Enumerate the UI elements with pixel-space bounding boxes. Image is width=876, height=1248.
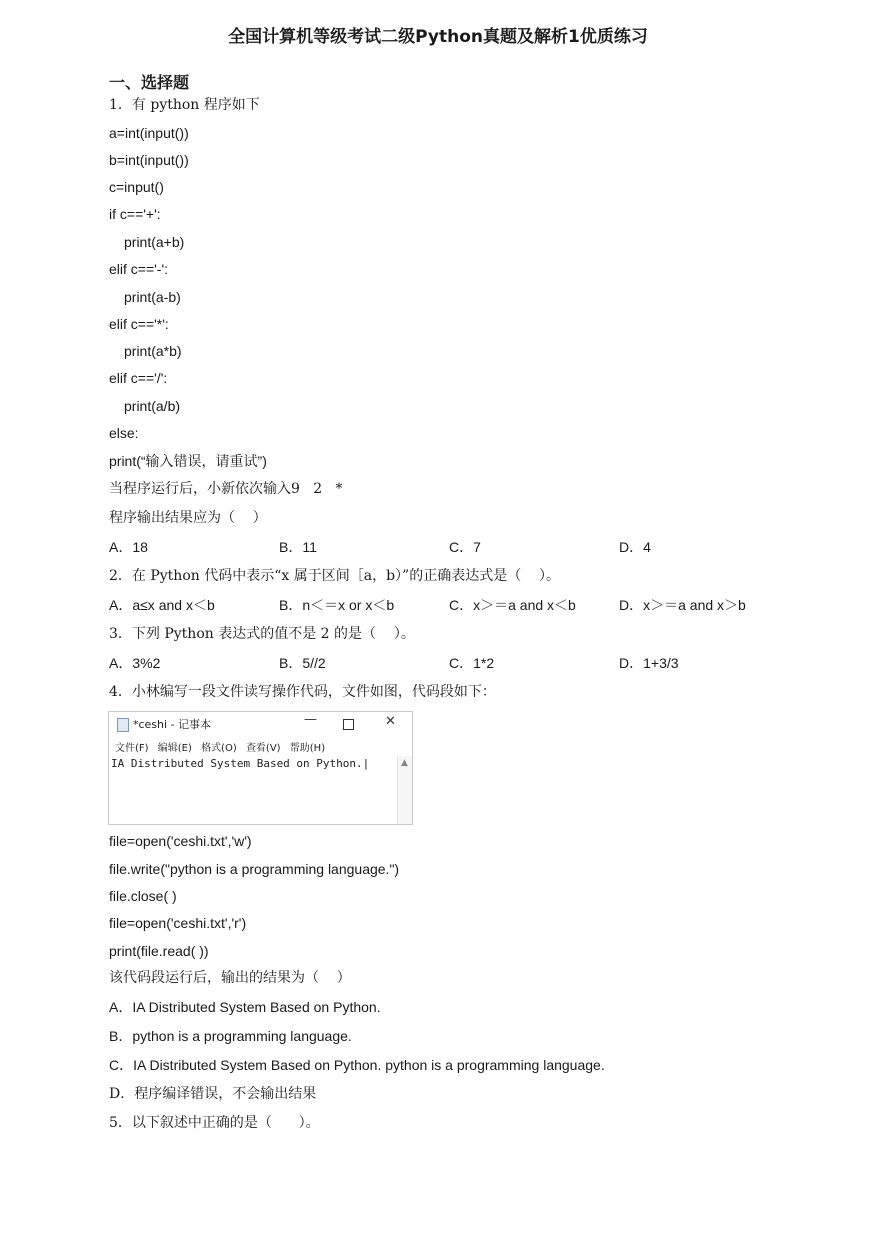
q4-code-line: file.write("python is a programming language.") — [109, 861, 400, 877]
q5-stem: 5．以下叙述中正确的是（ ）。 — [109, 1115, 320, 1131]
q4-code-line: print(file.read( )) — [109, 943, 209, 959]
notepad-title: *ceshi - 记事本 — [133, 718, 212, 731]
notepad-menu-format: 格式(O) — [201, 743, 237, 754]
q2-option-c: C．x＞＝a and x＜b — [449, 597, 576, 613]
q1-question: 程序输出结果应为（ ） — [109, 510, 267, 526]
q4-question: 该代码段运行后，输出的结果为（ ） — [109, 970, 351, 986]
q1-code-line: c=input() — [109, 179, 164, 195]
notepad-screenshot — [108, 711, 413, 825]
notepad-menu-edit: 编辑(E) — [157, 743, 192, 754]
q3-stem: 3．下列 Python 表达式的值不是 2 的是（ ）。 — [109, 626, 415, 642]
scroll-up-icon: ▲ — [401, 758, 408, 768]
notepad-menu-help: 帮助(H) — [289, 743, 326, 754]
q2-option-d: D．x＞＝a and x＞b — [619, 597, 746, 613]
maximize-icon — [343, 719, 354, 730]
q1-code-line: print(“输入错误，请重试”) — [109, 453, 267, 469]
q1-stem: 1．有 python 程序如下 — [109, 97, 260, 113]
q4-code-line: file.close( ) — [109, 888, 177, 904]
document-title: 全国计算机等级考试二级Python真题及解析1优质练习 — [228, 27, 648, 47]
q4-option-d: D．程序编译错误，不会输出结果 — [109, 1086, 317, 1102]
notepad-menubar — [115, 739, 331, 754]
q4-stem: 4．小林编写一段文件读写操作代码，文件如图，代码段如下： — [109, 684, 496, 700]
q1-code-line: elif c=='-': — [109, 261, 169, 277]
q1-option-b: B．11 — [279, 539, 317, 555]
q3-option-b: B．5//2 — [279, 655, 326, 671]
q1-code-line: if c=='+': — [109, 206, 161, 222]
notepad-menu-view: 查看(V) — [245, 743, 281, 754]
q2-option-b: B．n＜＝x or x＜b — [279, 597, 395, 613]
q4-code-line: file=open('ceshi.txt','w') — [109, 833, 252, 849]
q3-option-a: A．3%2 — [109, 655, 161, 671]
q4-option-a: A．IA Distributed System Based on Python. — [109, 999, 381, 1015]
q2-stem: 2．在 Python 代码中表示“x 属于区间［a，b）”的正确表达式是（ ）。 — [109, 568, 560, 584]
q4-option-c: C．IA Distributed System Based on Python. python is a programming language. — [109, 1057, 605, 1073]
close-icon: ✕ — [385, 714, 396, 729]
q4-code-line: file=open('ceshi.txt','r') — [109, 915, 247, 931]
section-heading: 一、选择题 — [109, 73, 190, 92]
q1-code-line: else: — [109, 425, 139, 441]
q1-code-line: print(a/b) — [124, 398, 181, 414]
q1-option-c: C．7 — [449, 539, 481, 555]
notepad-menu-file: 文件(F) — [115, 743, 149, 754]
q3-option-c: C．1*2 — [449, 655, 495, 671]
minimize-icon: — — [304, 712, 317, 727]
notepad-titlebar — [109, 712, 412, 736]
q1-option-d: D．4 — [619, 539, 651, 555]
q1-code-line: elif c=='*': — [109, 316, 169, 332]
notepad-scrollbar — [397, 756, 412, 824]
q1-code-line: print(a-b) — [124, 289, 181, 305]
q4-option-b: B．python is a programming language. — [109, 1028, 352, 1044]
q1-code-line: b=int(input()) — [109, 152, 189, 168]
q1-code-line: print(a*b) — [124, 343, 182, 359]
q1-option-a: A．18 — [109, 539, 148, 555]
q1-input-description: 当程序运行后，小新依次输入9 2 * — [109, 481, 343, 497]
q1-code-line: print(a+b) — [124, 234, 185, 250]
q3-option-d: D．1+3/3 — [619, 655, 679, 671]
notepad-file-icon — [117, 718, 129, 732]
q2-option-a: A．a≤x and x＜b — [109, 597, 215, 613]
q1-code-line: a=int(input()) — [109, 125, 189, 141]
notepad-content: IA Distributed System Based on Python.| — [111, 757, 370, 770]
q1-code-line: elif c=='/': — [109, 370, 168, 386]
